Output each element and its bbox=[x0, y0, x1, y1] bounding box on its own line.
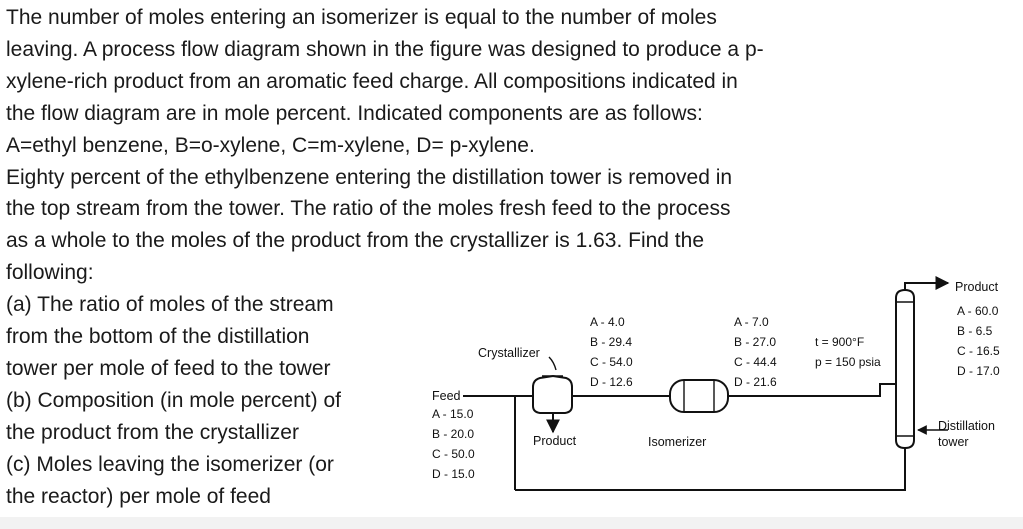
question-b-line: the product from the crystallizer bbox=[6, 420, 299, 444]
problem-line: leaving. A process flow diagram shown in the figure was designed to produce a p- bbox=[6, 37, 764, 61]
problem-line: xylene-rich product from an aromatic feed charge. All compositions indicated in bbox=[6, 69, 738, 93]
problem-line: as a whole to the moles of the product from the crystallizer is 1.63. Find the bbox=[6, 229, 705, 253]
top-product-label: Product bbox=[955, 280, 999, 294]
crystallizer-outlet-composition: B - 29.4 bbox=[590, 335, 633, 349]
question-a-line: (a) The ratio of moles of the stream bbox=[6, 293, 334, 317]
top-product-composition: C - 16.5 bbox=[957, 344, 1000, 358]
crystallizer-outlet-composition: C - 54.0 bbox=[590, 355, 633, 369]
crystallizer-product-label: Product bbox=[533, 434, 577, 448]
top-product-composition: A - 60.0 bbox=[957, 304, 999, 318]
problem-line: the top stream from the tower. The ratio of the moles fresh feed to the process bbox=[6, 197, 731, 221]
isomerizer-temperature: t = 900°F bbox=[815, 335, 865, 349]
feed-composition: A - 15.0 bbox=[432, 407, 474, 421]
isomerizer-pressure: p = 150 psia bbox=[815, 355, 881, 369]
feed-label: Feed bbox=[432, 389, 461, 403]
problem-line: following: bbox=[6, 261, 94, 285]
isomerizer-outlet-composition: A - 7.0 bbox=[734, 315, 769, 329]
crystallizer-outlet-composition: D - 12.6 bbox=[590, 375, 633, 389]
crystallizer-leader bbox=[549, 357, 556, 370]
distillation-label: Distillation bbox=[938, 419, 995, 433]
isomerizer-vessel bbox=[670, 380, 728, 412]
question-c-line: (c) Moles leaving the isomerizer (or bbox=[6, 452, 334, 476]
top-product-composition: D - 17.0 bbox=[957, 364, 1000, 378]
distillation-label: tower bbox=[938, 435, 969, 449]
problem-line: the flow diagram are in mole percent. Indicated components are as follows: bbox=[6, 101, 703, 125]
problem-line: The number of moles entering an isomerizer is equal to the number of moles bbox=[6, 6, 717, 29]
top-product-line bbox=[905, 283, 948, 290]
feed-composition: D - 15.0 bbox=[432, 467, 475, 481]
isomerizer-outlet-composition: C - 44.4 bbox=[734, 355, 777, 369]
tower-bottoms-line bbox=[515, 448, 905, 490]
question-a-line: tower per mole of feed to the tower bbox=[6, 356, 331, 380]
feed-composition: B - 20.0 bbox=[432, 427, 475, 441]
isomerizer-outlet-composition: D - 21.6 bbox=[734, 375, 777, 389]
problem-line: Eighty percent of the ethylbenzene entering the distillation tower is removed in bbox=[6, 165, 733, 189]
problem-line: A=ethyl benzene, B=o-xylene, C=m-xylene, D= p-xylene. bbox=[6, 133, 535, 157]
top-product-composition: B - 6.5 bbox=[957, 324, 993, 338]
isomerizer-label: Isomerizer bbox=[648, 435, 707, 449]
crystallizer-outlet-composition: A - 4.0 bbox=[590, 315, 625, 329]
isomerizer-outlet-composition: B - 27.0 bbox=[734, 335, 777, 349]
question-a-line: from the bottom of the distillation bbox=[6, 325, 310, 349]
page-bottom-strip bbox=[0, 517, 1023, 529]
crystallizer-label: Crystallizer bbox=[478, 346, 540, 360]
question-b-line: (b) Composition (in mole percent) of bbox=[6, 388, 341, 412]
crystallizer-vessel bbox=[533, 376, 572, 413]
distillation-tower bbox=[896, 290, 914, 448]
feed-composition: C - 50.0 bbox=[432, 447, 475, 461]
process-lines bbox=[463, 283, 948, 490]
recycle-bottom-line bbox=[515, 396, 533, 490]
question-c-line: the reactor) per mole of feed bbox=[6, 484, 271, 508]
